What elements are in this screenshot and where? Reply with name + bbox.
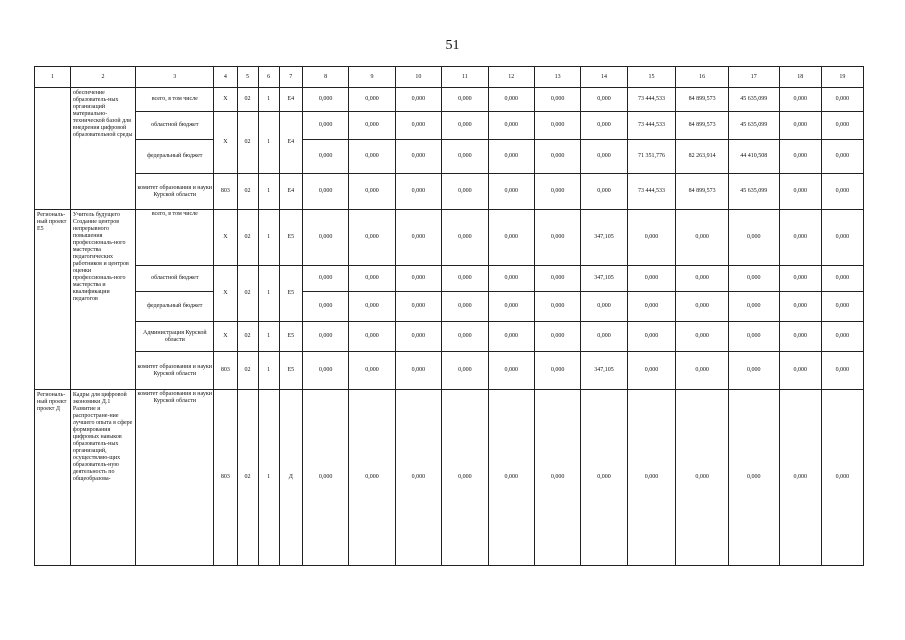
header-cell: 11 — [442, 67, 488, 88]
cell: Д — [279, 390, 302, 566]
value-cell: 0,000 — [488, 112, 534, 140]
value-cell: 0,000 — [534, 352, 580, 390]
value-cell: 0,000 — [676, 266, 729, 292]
value-cell: 0,000 — [821, 210, 863, 266]
value-cell: 0,000 — [821, 352, 863, 390]
value-cell: 0,000 — [821, 140, 863, 174]
value-cell: 0,000 — [581, 174, 627, 210]
table-row — [35, 292, 864, 322]
value-cell: 347,105 — [581, 266, 627, 292]
value-cell: 0,000 — [676, 210, 729, 266]
value-cell: 0,000 — [676, 322, 729, 352]
value-cell: 0,000 — [302, 88, 348, 112]
header-cell: 4 — [214, 67, 237, 88]
cell: 02 — [237, 352, 258, 390]
value-cell: 0,000 — [349, 352, 395, 390]
cell: 1 — [258, 88, 279, 112]
value-cell: 0,000 — [779, 174, 821, 210]
header-cell: 18 — [779, 67, 821, 88]
cell: X — [214, 112, 237, 174]
value-cell: 0,000 — [779, 390, 821, 566]
value-cell: 84 899,573 — [676, 174, 729, 210]
value-cell: 0,000 — [395, 322, 441, 352]
value-cell: 0,000 — [581, 322, 627, 352]
value-cell: 0,000 — [534, 140, 580, 174]
source-cell: всего, в том числе — [136, 88, 214, 112]
value-cell: 0,000 — [488, 210, 534, 266]
value-cell: 0,000 — [488, 352, 534, 390]
value-cell: 0,000 — [442, 88, 488, 112]
value-cell: 0,000 — [395, 88, 441, 112]
cell: X — [214, 322, 237, 352]
header-cell: 13 — [534, 67, 580, 88]
value-cell: 0,000 — [349, 88, 395, 112]
value-cell: 0,000 — [821, 322, 863, 352]
value-cell: 0,000 — [302, 292, 348, 322]
project-cell: Региональ-ный проект E5 — [35, 210, 71, 390]
value-cell: 0,000 — [627, 390, 676, 566]
table-row — [35, 322, 864, 352]
value-cell: 0,000 — [488, 88, 534, 112]
cell: 1 — [258, 322, 279, 352]
value-cell: 0,000 — [779, 266, 821, 292]
value-cell: 0,000 — [676, 352, 729, 390]
cell: 1 — [258, 390, 279, 566]
value-cell: 0,000 — [534, 112, 580, 140]
value-cell: 0,000 — [395, 174, 441, 210]
source-cell: федеральный бюджет — [136, 140, 214, 174]
header-cell: 12 — [488, 67, 534, 88]
header-cell: 10 — [395, 67, 441, 88]
cell: 1 — [258, 174, 279, 210]
value-cell: 0,000 — [395, 352, 441, 390]
value-cell: 0,000 — [442, 322, 488, 352]
cell: E4 — [279, 88, 302, 112]
value-cell: 0,000 — [442, 174, 488, 210]
source-cell: всего, в том числе — [136, 210, 214, 266]
value-cell: 0,000 — [779, 88, 821, 112]
header-cell: 16 — [676, 67, 729, 88]
value-cell: 73 444,533 — [627, 88, 676, 112]
value-cell: 0,000 — [442, 210, 488, 266]
value-cell: 0,000 — [534, 292, 580, 322]
source-cell: комитет образования и науки Курской области — [136, 390, 214, 566]
value-cell: 0,000 — [779, 140, 821, 174]
value-cell: 84 899,573 — [676, 112, 729, 140]
cell: 803 — [214, 390, 237, 566]
value-cell: 0,000 — [488, 174, 534, 210]
source-cell: областной бюджет — [136, 112, 214, 140]
table-row — [35, 174, 864, 210]
value-cell: 0,000 — [534, 390, 580, 566]
header-cell: 6 — [258, 67, 279, 88]
value-cell: 0,000 — [302, 390, 348, 566]
cell: 02 — [237, 210, 258, 266]
value-cell: 0,000 — [302, 266, 348, 292]
value-cell: 0,000 — [395, 210, 441, 266]
value-cell: 73 444,533 — [627, 112, 676, 140]
value-cell: 0,000 — [728, 352, 779, 390]
cell: 02 — [237, 266, 258, 322]
header-cell: 19 — [821, 67, 863, 88]
value-cell: 0,000 — [349, 140, 395, 174]
value-cell: 0,000 — [534, 88, 580, 112]
value-cell: 0,000 — [488, 266, 534, 292]
header-cell: 3 — [136, 67, 214, 88]
header-row — [35, 67, 864, 88]
value-cell: 0,000 — [349, 112, 395, 140]
value-cell: 0,000 — [349, 174, 395, 210]
value-cell: 0,000 — [349, 266, 395, 292]
value-cell: 0,000 — [302, 140, 348, 174]
value-cell: 0,000 — [302, 112, 348, 140]
value-cell: 0,000 — [349, 322, 395, 352]
value-cell: 84 899,573 — [676, 88, 729, 112]
value-cell: 0,000 — [581, 292, 627, 322]
header-cell: 1 — [35, 67, 71, 88]
header-cell: 9 — [349, 67, 395, 88]
cell: 02 — [237, 174, 258, 210]
value-cell: 0,000 — [534, 174, 580, 210]
event-name-cell: Кадры для цифровой экономики Д.1 Развитие и распростране-ние лучшего опыта в сфере формирования цифровых навыков образователь-ных организаций, осуществляю-щих образователь-ную деятельность по общеобразова- — [70, 390, 135, 566]
value-cell: 0,000 — [821, 174, 863, 210]
value-cell: 0,000 — [581, 88, 627, 112]
value-cell: 0,000 — [488, 140, 534, 174]
value-cell: 0,000 — [534, 266, 580, 292]
value-cell: 0,000 — [442, 292, 488, 322]
value-cell: 0,000 — [302, 322, 348, 352]
cell: E4 — [279, 174, 302, 210]
cell: 803 — [214, 352, 237, 390]
cell: X — [214, 210, 237, 266]
header-cell: 15 — [627, 67, 676, 88]
header-cell: 7 — [279, 67, 302, 88]
header-cell: 14 — [581, 67, 627, 88]
value-cell: 0,000 — [728, 390, 779, 566]
value-cell: 0,000 — [728, 210, 779, 266]
value-cell: 0,000 — [395, 112, 441, 140]
value-cell: 0,000 — [534, 322, 580, 352]
value-cell: 0,000 — [302, 210, 348, 266]
value-cell: 0,000 — [821, 292, 863, 322]
event-name-cell: обеспечение образователь-ных организаций материально-технической базой для внедрения цифровой образовательной среды — [70, 88, 135, 210]
value-cell: 0,000 — [627, 352, 676, 390]
value-cell: 0,000 — [581, 390, 627, 566]
source-cell: областной бюджет — [136, 266, 214, 292]
cell: E5 — [279, 352, 302, 390]
value-cell: 0,000 — [627, 266, 676, 292]
value-cell: 0,000 — [627, 210, 676, 266]
source-cell: федеральный бюджет — [136, 292, 214, 322]
value-cell: 0,000 — [728, 266, 779, 292]
value-cell: 0,000 — [488, 322, 534, 352]
cell: 803 — [214, 174, 237, 210]
cell: E5 — [279, 322, 302, 352]
value-cell: 0,000 — [442, 390, 488, 566]
budget-table — [34, 66, 864, 566]
value-cell: 45 635,099 — [728, 88, 779, 112]
value-cell: 0,000 — [302, 174, 348, 210]
cell: 02 — [237, 322, 258, 352]
value-cell: 0,000 — [349, 210, 395, 266]
value-cell: 44 410,508 — [728, 140, 779, 174]
table-row — [35, 390, 864, 566]
value-cell: 0,000 — [395, 292, 441, 322]
value-cell: 0,000 — [395, 140, 441, 174]
table-row — [35, 352, 864, 390]
value-cell: 0,000 — [779, 292, 821, 322]
table-row — [35, 112, 864, 140]
value-cell: 0,000 — [349, 390, 395, 566]
value-cell: 73 444,533 — [627, 174, 676, 210]
table-row — [35, 210, 864, 266]
table-row — [35, 140, 864, 174]
cell: 1 — [258, 112, 279, 174]
value-cell: 347,105 — [581, 210, 627, 266]
cell: E4 — [279, 112, 302, 174]
value-cell: 71 351,776 — [627, 140, 676, 174]
source-cell: Администрация Курской области — [136, 322, 214, 352]
cell: E5 — [279, 266, 302, 322]
value-cell: 0,000 — [821, 112, 863, 140]
value-cell: 0,000 — [442, 112, 488, 140]
table-row — [35, 88, 864, 112]
cell: 02 — [237, 112, 258, 174]
value-cell: 0,000 — [676, 292, 729, 322]
value-cell: 0,000 — [779, 112, 821, 140]
value-cell: 0,000 — [581, 112, 627, 140]
value-cell: 0,000 — [779, 322, 821, 352]
value-cell: 0,000 — [821, 266, 863, 292]
value-cell: 347,105 — [581, 352, 627, 390]
value-cell: 0,000 — [442, 352, 488, 390]
value-cell: 0,000 — [488, 390, 534, 566]
col1-cell — [35, 88, 71, 210]
project-cell: Региональ-ный проект проект Д — [35, 390, 71, 566]
value-cell: 0,000 — [534, 210, 580, 266]
header-cell: 2 — [70, 67, 135, 88]
cell: E5 — [279, 210, 302, 266]
value-cell: 0,000 — [302, 352, 348, 390]
source-cell: комитет образования и науки Курской области — [136, 352, 214, 390]
value-cell: 0,000 — [488, 292, 534, 322]
value-cell: 0,000 — [676, 390, 729, 566]
value-cell: 0,000 — [821, 390, 863, 566]
value-cell: 0,000 — [442, 140, 488, 174]
header-cell: 8 — [302, 67, 348, 88]
value-cell: 0,000 — [728, 292, 779, 322]
value-cell: 0,000 — [395, 266, 441, 292]
cell: 02 — [237, 88, 258, 112]
value-cell: 0,000 — [627, 322, 676, 352]
value-cell: 0,000 — [779, 352, 821, 390]
value-cell: 0,000 — [728, 322, 779, 352]
cell: 1 — [258, 352, 279, 390]
page-number: 51 — [445, 38, 460, 53]
header-cell: 17 — [728, 67, 779, 88]
value-cell: 0,000 — [395, 390, 441, 566]
value-cell: 0,000 — [821, 88, 863, 112]
event-name-cell: Учитель будущего Создание центров непрерывного повышения профессиональ-ного мастерства педагогических работников и центров оценки профессиональ-ного мастерства и квалификации педагогов — [70, 210, 135, 390]
cell: X — [214, 266, 237, 322]
value-cell: 0,000 — [349, 292, 395, 322]
value-cell: 0,000 — [442, 266, 488, 292]
header-cell: 5 — [237, 67, 258, 88]
cell: 02 — [237, 390, 258, 566]
value-cell: 82 263,914 — [676, 140, 729, 174]
cell: X — [214, 88, 237, 112]
cell: 1 — [258, 210, 279, 266]
table-row — [35, 266, 864, 292]
cell: 1 — [258, 266, 279, 322]
value-cell: 0,000 — [581, 140, 627, 174]
value-cell: 45 635,099 — [728, 112, 779, 140]
value-cell: 45 635,099 — [728, 174, 779, 210]
value-cell: 0,000 — [779, 210, 821, 266]
source-cell: комитет образования и науки Курской области — [136, 174, 214, 210]
value-cell: 0,000 — [627, 292, 676, 322]
